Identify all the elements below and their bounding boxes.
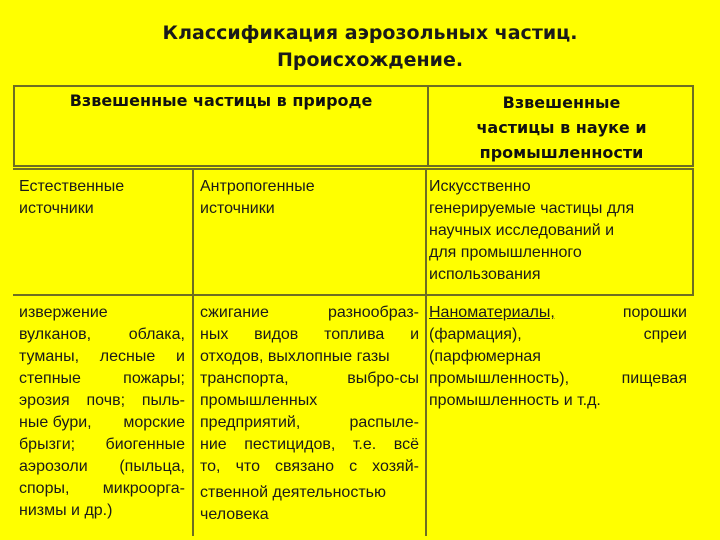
anthropogenic-example-line: человека [200,506,269,523]
natural-example-line: извержение [19,304,108,321]
column-artificial [429,176,687,286]
row-divider [13,294,694,296]
header-science-line: частицы в науке и [476,118,647,137]
anthropogenic-example-line: предприятий, распыле- [200,414,419,431]
header-row [13,85,694,167]
natural-example-line: вулканов, облака, [19,326,185,343]
column-divider [192,170,194,536]
natural-example-line: низмы и др.) [19,502,113,519]
natural-example-line: споры, микроорга- [19,480,185,497]
natural-example-line: ные бури, морские [19,414,185,431]
header-science-line: Взвешенные [502,93,621,112]
anthropogenic-example-line: то, что связано с хозяй- [200,458,419,475]
nanomaterials-term: Наноматериалы, [429,304,555,321]
artificial-example-line: промышленность), пищевая [429,370,687,387]
anthropogenic-example-line: сжигание разнообраз- [200,304,419,321]
slide-title [0,20,720,74]
anthropogenic-example-line: ных видов топлива и [200,326,419,343]
column-anthropogenic [200,176,420,220]
artificial-example-line: (фармация), спреи [429,326,687,343]
header-nature: Взвешенные частицы в природе [69,91,373,110]
header-science-line: промышленности [479,143,644,162]
natural-example-line: эрозия почв; пыль- [19,392,185,409]
column-natural [19,176,187,220]
natural-example-line: аэрозоли (пыльца, [19,458,185,475]
anthropogenic-example-line: ние пестицидов, т.е. всё [200,436,419,453]
natural-example-line: степные пожары; [19,370,185,387]
examples-anthropogenic [200,302,419,526]
title-line-1: Классификация аэрозольных частиц. [162,22,578,44]
natural-example-line: туманы, лесные и [19,348,185,365]
artificial-example-line: промышленность и т.д. [429,392,601,409]
anthropogenic-example-line: транспорта, выбро-сы [200,370,419,387]
natural-example-line: брызги; биогенные [19,436,185,453]
anthropogenic-example-line: ственной деятельностью [200,484,386,501]
natural-line: источники [19,200,94,217]
anthropogenic-line: Антропогенные [200,178,315,195]
artificial-line: генерируемые частицы для [429,200,635,217]
artificial-line: для промышленного [429,244,582,261]
anthropogenic-line: источники [200,200,275,217]
artificial-example-line: Наноматериалы, порошки [429,302,687,324]
examples-artificial [429,302,687,412]
table-right-border [692,170,694,296]
examples-natural [19,302,185,522]
artificial-line: научных исследований и [429,222,615,239]
header-science [429,90,694,165]
artificial-line: Искусственно [429,178,531,195]
anthropogenic-example-line: промышленных [200,392,318,409]
artificial-example-line: (парфюмерная [429,348,541,365]
classification-table [13,168,694,534]
column-divider [425,170,427,536]
artificial-line: использования [429,266,541,283]
natural-line: Естественные [19,178,125,195]
anthropogenic-example-line: отходов, выхлопные газы [200,348,390,365]
title-line-2: Происхождение. [276,49,464,71]
